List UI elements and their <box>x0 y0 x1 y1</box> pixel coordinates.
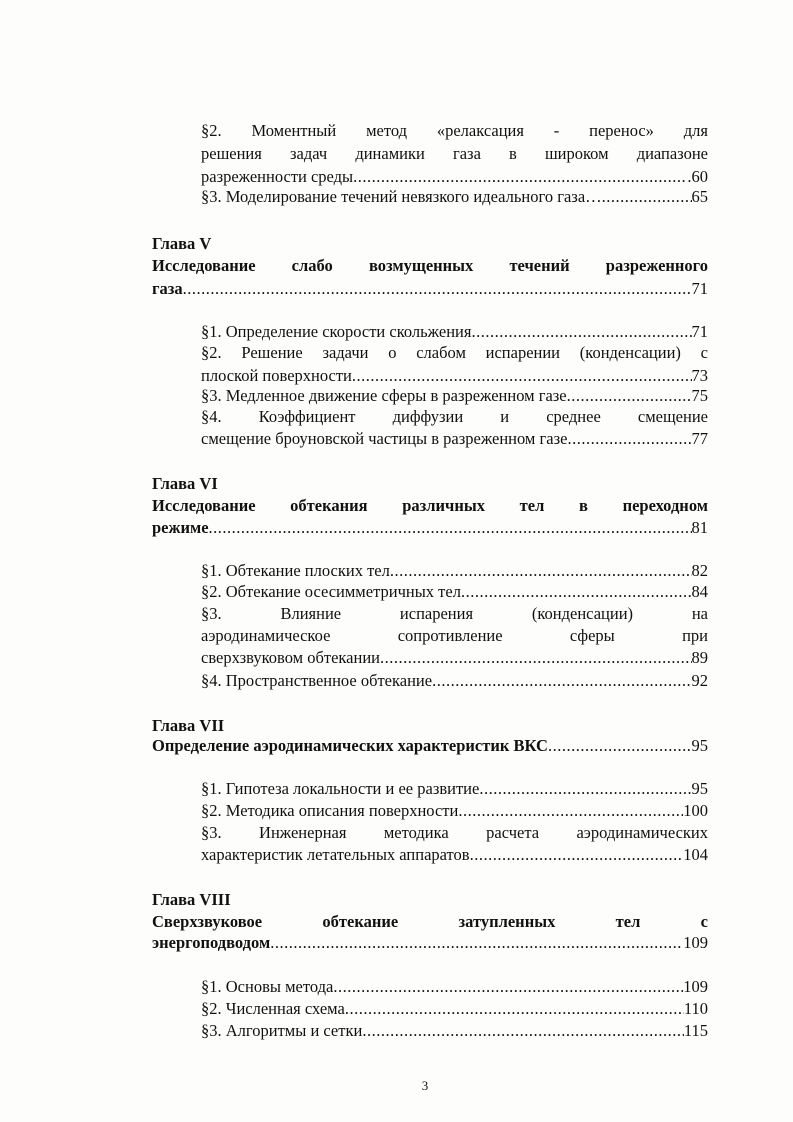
toc-chapter-entry[interactable] <box>152 278 708 300</box>
toc-page-number: 100 <box>683 801 708 820</box>
toc-entry-text: плоской поверхности <box>201 366 352 385</box>
toc-entry-text: §3. Алгоритмы и сетки <box>201 1021 363 1040</box>
chapter-title: газа <box>152 279 183 298</box>
chapter-title: Исследование слабо возмущенных течений разреженного <box>152 256 708 275</box>
toc-page-number: 92 <box>691 671 708 690</box>
toc-entry-text: §3. Моделирование течений невязкого идеального газа… <box>201 187 602 206</box>
toc-page-number: 71 <box>691 322 708 341</box>
toc-page-number: 65 <box>691 187 708 206</box>
page-number: 3 <box>421 1078 429 1093</box>
toc-entry[interactable] <box>201 800 708 822</box>
toc-entry-text: §1. Обтекание плоских тел <box>201 561 390 580</box>
chapter-title: Сверхзвуковое обтекание затупленных тел с <box>152 912 708 931</box>
toc-entry[interactable] <box>201 166 708 188</box>
leader-dots <box>602 186 692 208</box>
chapter-label: Глава VI <box>152 474 218 493</box>
leader-dots <box>432 670 691 692</box>
leader-dots <box>458 800 683 822</box>
chapter-title: Определение аэродинамических характеристик ВКС <box>152 736 548 755</box>
chapter-title: режиме <box>152 518 209 537</box>
toc-entry-line: аэродинамическое сопротивление сферы при <box>201 626 708 645</box>
toc-page-number: 110 <box>683 999 708 1018</box>
toc-entry[interactable] <box>201 321 708 343</box>
leader-dots <box>567 428 691 450</box>
chapter-label: Глава V <box>152 234 212 253</box>
leader-dots <box>471 321 691 343</box>
toc-entry-line: §2. Моментный метод «релаксация - перенос» для <box>201 121 708 140</box>
toc-entry[interactable] <box>201 365 708 387</box>
toc-entry-text: сверхзвуковом обтекании <box>201 648 380 667</box>
toc-entry-text: §4. Пространственное обтекание <box>201 671 433 690</box>
toc-entry-text: §1. Определение скорости скольжения <box>201 322 472 341</box>
toc-entry[interactable] <box>201 385 708 407</box>
chapter-title: Исследование обтекания различных тел в переходном <box>152 496 708 515</box>
toc-entry[interactable] <box>201 1020 708 1042</box>
chapter-label: Глава VII <box>152 716 225 735</box>
leader-dots <box>390 560 692 582</box>
toc-entry[interactable] <box>201 844 708 866</box>
toc-page-number: 71 <box>691 279 708 298</box>
toc-page-number: 109 <box>683 933 708 952</box>
toc-entry-text: §3. Медленное движение сферы в разреженном газе <box>201 386 567 405</box>
toc-entry[interactable] <box>201 186 708 208</box>
toc-page-number: 82 <box>691 561 708 580</box>
leader-dots <box>353 166 687 188</box>
toc-page-number: 73 <box>691 366 708 385</box>
toc-entry-text: §2. Обтекание осесимметричных тел <box>201 582 461 601</box>
toc-entry-text: §2. Численная схема <box>201 999 345 1018</box>
leader-dots <box>352 365 692 387</box>
toc-chapter-entry[interactable] <box>152 932 708 954</box>
leader-dots <box>548 735 692 757</box>
leader-dots <box>461 581 692 603</box>
toc-entry[interactable] <box>201 581 708 603</box>
toc-entry-line: §3. Влияние испарения (конденсации) на <box>201 604 708 623</box>
toc-chapter-entry[interactable] <box>152 517 708 539</box>
toc-entry-text: смещение броуновской частицы в разреженном газе <box>201 429 568 448</box>
toc-page-number: 81 <box>691 518 708 537</box>
leader-dots <box>567 385 692 407</box>
toc-entry[interactable] <box>201 670 708 692</box>
toc-entry-text: §1. Основы метода <box>201 977 334 996</box>
toc-page-number: 77 <box>691 429 708 448</box>
toc-page-number: 75 <box>691 386 708 405</box>
toc-entry[interactable] <box>201 998 708 1020</box>
toc-entry-line: §3. Инженерная методика расчета аэродинамических <box>201 823 708 842</box>
toc-page-number: 115 <box>683 1021 708 1040</box>
toc-page-number: 95 <box>691 779 708 798</box>
toc-chapter-entry[interactable] <box>152 735 708 757</box>
leader-dots <box>270 932 683 954</box>
leader-dots <box>479 778 691 800</box>
toc-page-number: 84 <box>691 582 708 601</box>
toc-page-number: 89 <box>691 648 708 667</box>
toc-entry-text: §2. Методика описания поверхности <box>201 801 459 820</box>
leader-dots <box>209 517 692 539</box>
leader-dots <box>345 998 684 1020</box>
toc-page-number: .60 <box>687 167 708 186</box>
toc-entry-text: разреженности среды <box>201 167 354 186</box>
toc-entry[interactable] <box>201 976 708 998</box>
leader-dots <box>470 844 684 866</box>
chapter-title: энергоподводом <box>152 933 271 952</box>
toc-page-number: 109 <box>683 977 708 996</box>
toc-entry[interactable] <box>201 778 708 800</box>
toc-page-number: 95 <box>691 736 708 755</box>
toc-entry-line: §2. Решение задачи о слабом испарении (конденсации) с <box>201 343 708 362</box>
toc-entry[interactable] <box>201 647 708 669</box>
toc-page-number: 104 <box>683 845 708 864</box>
chapter-label: Глава VIII <box>152 890 231 909</box>
toc-entry-line: решения задач динамики газа в широком диапазоне <box>201 144 708 163</box>
toc-entry[interactable] <box>201 560 708 582</box>
toc-entry-line: §4. Коэффициент диффузии и среднее смещение <box>201 407 708 426</box>
leader-dots <box>183 278 692 300</box>
leader-dots <box>362 1020 684 1042</box>
toc-entry[interactable] <box>201 428 708 450</box>
toc-entry-text: §1. Гипотеза локальности и ее развитие <box>201 779 480 798</box>
leader-dots <box>380 647 692 669</box>
leader-dots <box>333 976 683 998</box>
toc-entry-text: характеристик летательных аппаратов <box>201 845 470 864</box>
